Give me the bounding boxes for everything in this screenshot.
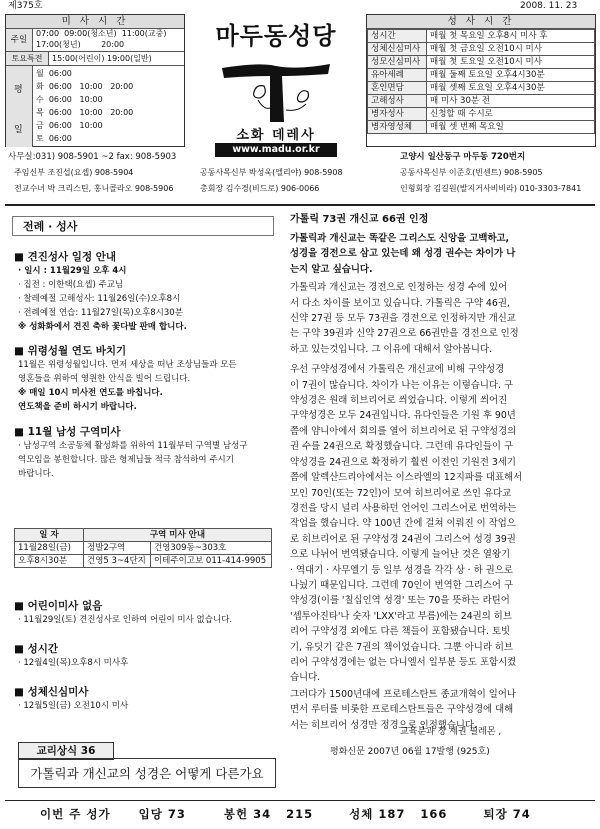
section-line: · 12월5일(금) 오전10시 미사	[18, 701, 129, 711]
weekday-label-col	[6, 66, 33, 147]
hymn-bar	[40, 806, 580, 822]
sunday-row	[6, 29, 184, 52]
catechism-title: 가톨릭과 개신교의 성경은 어떻게 다른가요	[18, 758, 276, 788]
sacrament-row: 성체신심미사 매월 첫 금요일 오전10시 미사	[368, 43, 595, 56]
article	[290, 212, 590, 733]
sunday-times: 07:00 09:00(청소년) 11:00(교중) 17:00(청년) 20:00	[36, 29, 167, 49]
weekday-label-1: 평	[14, 85, 23, 95]
sacrament-row: 병자성사 신청할 때 수시로	[368, 108, 595, 121]
left-content-2	[14, 598, 276, 713]
sacrament-row: 유아세례 매월 둘째 토요일 오후4시30분	[368, 69, 595, 82]
hymn-entrance-number: 73	[167, 807, 186, 821]
district-mass-info: · 남성구역 소공동체 활성화를 위하여 11월부터 구역별 남성구 역모임을 봉헌합니다. 많은 형제님들 적극 참석하여 주시기 바랍니다.	[18, 441, 248, 479]
district-mass-table	[14, 528, 272, 568]
sunday-label: 주일	[6, 29, 33, 51]
hymn-communion-number: 187 166	[378, 807, 448, 821]
staff-assistant-1: 공동사목신부 박성욱(엘리야) 908-5908	[200, 168, 343, 177]
footer-divider	[5, 800, 595, 801]
table-header-row: 일 자 구역 미사 안내	[15, 529, 272, 542]
weekday-row: 목 06:00 10:00 20:00	[36, 108, 134, 117]
parish-address: 고양시 일산동구 마두동 720번지	[400, 152, 526, 162]
article-paragraph-1: 가톨릭과 개신교는 경전으로 인정하는 성경 수에 있어 서 다소 차이를 보이고 있습니다. 가톨릭은 구약 46권, 신약 27권 등 모두 73권을 경전으로 인정하지만 개신교 는 구약 39권과 신약 27권으로 66권만을 경전으로 인정 하고 있는것입니다. 그 이유에 대해서 알아봅니다.	[290, 282, 519, 355]
weekday-rows	[36, 67, 133, 145]
section-title: ■ 11월 남성 구역미사	[14, 426, 121, 438]
saturday-label: 토요특전	[6, 52, 49, 65]
hymn-offertory-number: 34 215	[253, 807, 314, 821]
saturday-row	[6, 52, 184, 66]
sacrament-times-box	[366, 14, 596, 147]
weekday-label-2: 일	[14, 125, 23, 135]
staff-assistant-2: 공동사목신부 이준호(빈센트) 908-5905	[400, 168, 543, 177]
sacrament-row: 병자영성체 매월 셋 번째 목요일	[368, 121, 595, 134]
parish-logo-area	[190, 14, 362, 155]
section-title: ■ 성체신심미사	[14, 686, 89, 698]
article-credit-2: 평화신문 2007년 06월 17발행 (925호)	[330, 747, 490, 757]
mass-times-box	[5, 14, 185, 147]
sacrament-row: 성시간 매월 첫 목요일 오후8시 미사 후	[368, 30, 595, 43]
staff-president: 총회장 김수경(비드로) 906-0066	[200, 184, 320, 193]
section-title: ■ 견진성사 일정 안내	[14, 251, 117, 263]
section-banner: 전례 · 성사	[12, 216, 274, 236]
sacrament-row: 고해성사 매 미사 30분 전	[368, 95, 595, 108]
table-row: 오후8시30분 건영5 3~4단지 이테주이고보 011-414-9905	[15, 555, 272, 568]
sacrament-row: 성모신심미사 매월 첫 토요일 오전10시 미사	[368, 56, 595, 69]
hymn-entrance-label: 입당	[138, 807, 163, 821]
left-content	[14, 249, 276, 481]
staff-treasurer: 인형회장 김길원(발지거사비비라) 010-3303-7841	[400, 184, 582, 193]
catechism-label: 교리상식 36	[18, 742, 114, 760]
article-paragraph-3: 그러다가 1500년대에 프로테스탄트 종교개혁이 일어나 면서 루터를 비롯한 프로테스탄트들은 구약성경에 대해 서는 히브리어 성경만 정경으로 인정했습니다.	[290, 688, 516, 731]
memorial-info: 11월은 위령성월입니다. 먼저 세상을 떠난 조상님들과 모든 영혼들을 위하여 영원한 안식을 빌어 드립니다. ※ 매일 10시 미사전 연도를 바칩니다. 연도책을 준비 하시기 바랍니다.	[18, 360, 237, 412]
article-heading: 가톨릭 73권 개신교 66권 인정	[290, 214, 429, 225]
issue-number: 제375호	[8, 1, 43, 11]
hymn-recessional-label: 퇴장	[483, 807, 508, 821]
section-line: · 12월4일(목)오후8시 미사후	[18, 658, 129, 668]
office-phone: 사무실:031) 908-5901 ~2 fax: 908-5903	[8, 152, 177, 162]
section-title: ■ 어린이미사 없음	[14, 600, 103, 612]
hymn-communion-label: 성체	[349, 807, 374, 821]
weekday-row: 월 06:00	[36, 69, 72, 78]
confirmation-info: · 일시 : 11월29일 오후 4시 · 집전 : 이한택(요셉) 주교님 · 찰레예절 고해성사: 11월26일(수)오후8시 · 전례예절 연습: 11월27일(목)오후8시30분 ※ 성화화에서 견진 축하 꽃다발 판매 합니다.	[18, 266, 187, 332]
weekday-row: 수 06:00 10:00	[36, 95, 103, 104]
mass-times-title: 미 사 시 간	[6, 15, 184, 29]
issue-date: 2008. 11. 23	[520, 1, 578, 11]
weekday-row: 토 06:00	[36, 134, 72, 143]
sacrament-times-title: 성 사 시 간	[367, 15, 595, 29]
header-divider	[5, 204, 595, 206]
article-credit-1: 교육분과 장 세권 필레몬 ,	[400, 727, 502, 737]
patron-name: 소화 데레사	[236, 128, 316, 143]
weekday-row: 금 06:00 10:00	[36, 121, 103, 130]
saturday-times: 15:00(어린이) 19:00(일반)	[52, 54, 152, 63]
staff-priest: 주임신부 조진섭(요셉) 908-5904	[14, 168, 134, 177]
parish-name: 마두동성당	[215, 22, 337, 50]
hymn-offertory-label: 봉헌	[223, 807, 249, 821]
staff-sisters: 전교수녀 박 크리스틴, 홍니콜라오 908-5906	[14, 184, 174, 193]
cross-rose-icon	[218, 48, 334, 128]
section-title: ■ 위령성월 연도 바치기	[14, 345, 127, 357]
hymn-label: 이번 주 성가	[40, 807, 111, 821]
section-line: · 11월29일(토) 견진성사로 인하여 어린이 미사 없습니다.	[18, 615, 233, 625]
hymn-recessional-number: 74	[512, 807, 531, 821]
website-link[interactable]: www.madu.or.kr	[215, 143, 337, 157]
article-intro: 가톨릭과 개신교는 똑같은 그리스도 신앙을 고백하고, 성경을 경전으로 삼고 있는데 왜 성경 권수는 차이가 나 는지 알고 싶습니다.	[290, 233, 516, 275]
weekday-row: 화 06:00 10:00 20:00	[36, 82, 134, 91]
article-paragraph-2: 우선 구약성경에서 가톨릭은 개신교에 비해 구약성경 이 7권이 많습니다. 차이가 나는 이유는 이렇습니다. 구 약성경은 원래 히브리어로 씌었습니다. 이렇게 씌어진 구약성경은 모두 24권입니다. 유다인들은 기원 후 90년 쯤에 얌니아에서 회의를 열어 히브리어로 된 구약성경의 권 수를 24권으로 확정했습니다. 그런데 유다인들이 구 약성경을 24권으로 확정하기 훨씬 이전인 기원전 3세기 쯤에 알렉산드리아에서는 이스라엘의 12지파를 대표해서 모인 70인(또는 72인)이 모여 히브리어로 쓰인 유다교 경전을 당시 널리 사용하던 언어인 그리스어로 번역하는 작업을 했습니다. 약 100년 간에 걸쳐 이뤄진 이 작업으 로 히브리어로 된 구약성경 24권이 그리스어 성경 39권 으로 나뉘어 번역됐습니다. 이렇게 늘어난 것은 열왕기 · 역대기 · 사무엘기 등 일부 성경을 각각 상 · 하 권으로 나눴기 때문입니다. 그런데 70인이 번역한 그리스어 구 약성경(이를 '칠십인역 성경' 또는 70을 뜻하는 라틴어 '셉투아진타'나 숫자 'LXX'라고 부름)에는 24권의 히브 리어 구약성경 외에도 다른 책들이 포함됐습니다. 토빗 기, 유딧기 같은 7권의 책이었습니다. 그뿐 아니라 히브 리어 구약성경에는 없는 다니엘서 일부분 등도 포함시켰 습니다.	[290, 364, 523, 684]
section-title: ■ 성시간	[14, 643, 59, 655]
table-row: 11월28일(금) 정발2구역 건영309동~303호	[15, 542, 272, 555]
sacrament-row: 혼인면담 매월 셋째 토요일 오후4시30분	[368, 82, 595, 95]
sacrament-table	[367, 29, 595, 134]
